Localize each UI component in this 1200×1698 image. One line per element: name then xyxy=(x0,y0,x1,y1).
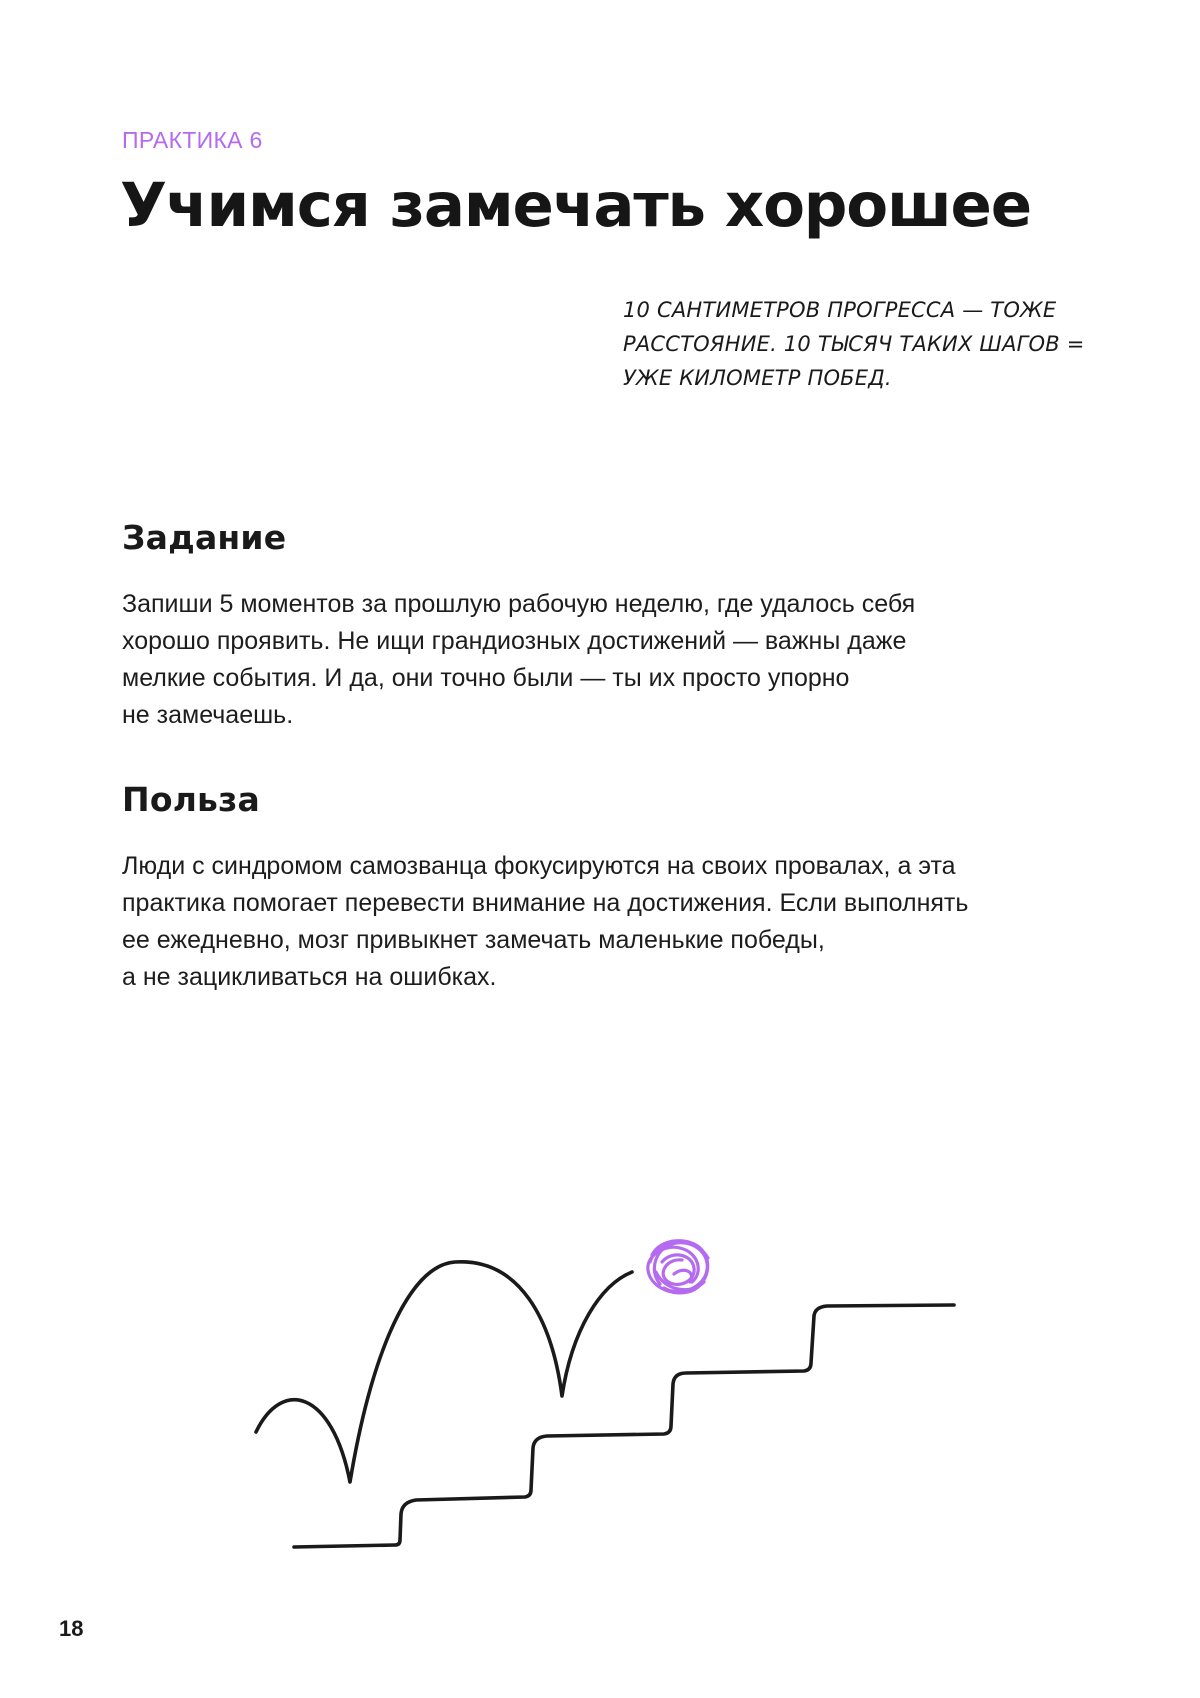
page-title: Учимся замечать хорошее xyxy=(120,170,1031,241)
stairs-line xyxy=(294,1305,954,1547)
quote-line: РАССТОЯНИЕ. 10 ТЫСЯЧ ТАКИХ ШАГОВ = xyxy=(623,332,1085,356)
benefit-line: Люди с синдромом самозванца фокусируются на своих провалах, а эта xyxy=(122,852,956,880)
bouncing-ball-stairs-icon xyxy=(0,1200,1200,1600)
handwritten-quote xyxy=(623,293,1093,395)
quote-line: УЖЕ КИЛОМЕТР ПОБЕД. xyxy=(623,366,892,390)
task-heading: Задание xyxy=(122,518,287,557)
task-paragraph xyxy=(122,586,1082,734)
task-line: хорошо проявить. Не ищи грандиозных достижений — важны даже xyxy=(122,627,907,655)
benefit-line: ее ежедневно, мозг привыкнет замечать маленькие победы, xyxy=(122,926,825,954)
page-number: 18 xyxy=(59,1616,84,1641)
benefit-heading: Польза xyxy=(122,780,260,819)
benefit-paragraph xyxy=(122,848,1082,996)
task-line: не замечаешь. xyxy=(122,701,294,729)
benefit-line: практика помогает перевести внимание на достижения. Если выполнять xyxy=(122,889,969,917)
bounce-trajectory-line xyxy=(256,1262,632,1482)
task-line: мелкие события. И да, они точно были — ты их просто упорно xyxy=(122,664,850,692)
scribble-ball-icon xyxy=(648,1241,708,1293)
benefit-line: а не зацикливаться на ошибках. xyxy=(122,963,497,991)
task-line: Запиши 5 моментов за прошлую рабочую неделю, где удалось себя xyxy=(122,590,916,618)
quote-line: 10 САНТИМЕТРОВ ПРОГРЕССА — ТОЖЕ xyxy=(623,298,1057,322)
eyebrow-label: ПРАКТИКА 6 xyxy=(122,127,263,153)
